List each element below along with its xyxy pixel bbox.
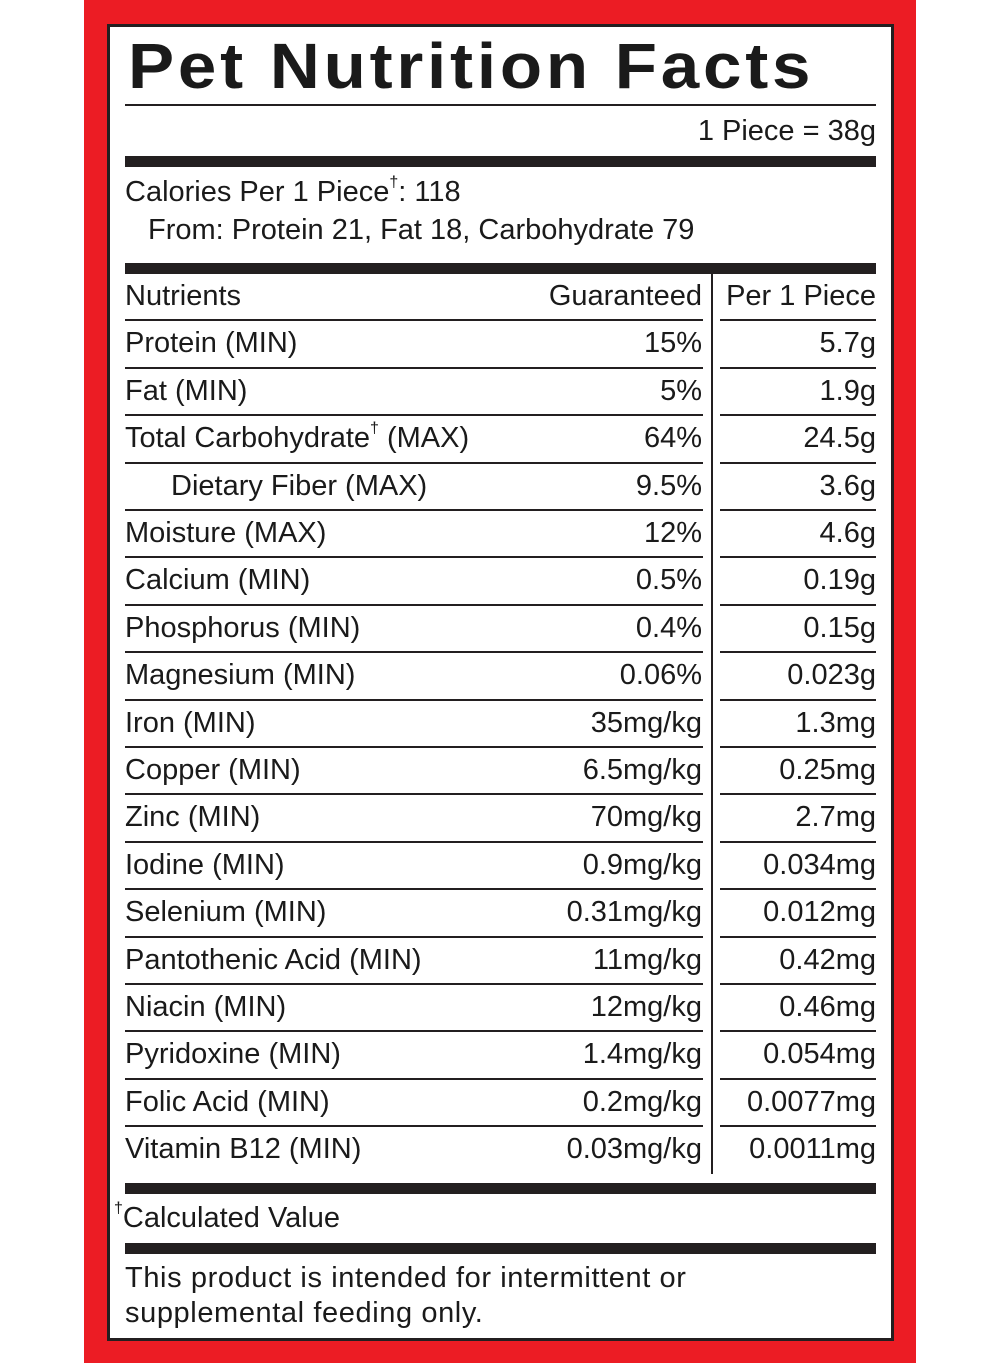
table-row [125,795,876,842]
table-row [125,748,876,795]
nutrient-name: Protein (MIN) [125,327,298,360]
guaranteed-value: 0.4% [635,611,702,644]
guaranteed-value: 12% [643,517,702,549]
header-nutrients: Nutrients [125,280,242,312]
table-row [125,1080,876,1127]
guaranteed-value: 35mg/kg [590,706,702,739]
table-row [125,843,876,890]
guaranteed-value: 1.4mg/kg [582,1038,702,1071]
guaranteed-value: 70mg/kg [590,801,702,834]
guaranteed-value: 0.2mg/kg [582,1085,702,1118]
nutrient-name: Copper (MIN) [125,754,301,786]
divider-thick [125,263,876,274]
guaranteed-value: 6.5mg/kg [582,754,702,786]
per-piece-value: 24.5g [803,422,876,455]
divider-thick [125,1243,876,1254]
table-row [125,1032,876,1079]
nutrient-name: Magnesium (MIN) [125,659,356,692]
per-piece-value: 0.19g [803,564,876,597]
table-row [125,985,876,1032]
calories-value: : 118 [398,176,461,208]
per-piece-value: 4.6g [819,517,876,549]
guaranteed-value: 11mg/kg [592,943,702,976]
dagger-mark: † [389,174,399,191]
guaranteed-value: 12mg/kg [590,991,702,1023]
table-header [125,274,876,321]
nutrient-name: Moisture (MAX) [125,517,327,549]
guaranteed-value: 0.9mg/kg [582,848,702,881]
per-piece-value: 0.034mg [763,848,876,881]
per-piece-value: 5.7g [819,327,876,360]
nutrient-name: Pantothenic Acid (MIN) [125,943,422,976]
table-row [125,511,876,558]
nutrient-name: Iron (MIN) [125,706,256,739]
nutrient-name: Total Carbohydrate† (MAX) [125,420,470,455]
guaranteed-value: 64% [643,422,702,455]
table-row [125,416,876,463]
divider-thick [125,1183,876,1194]
divider-thick [125,156,876,167]
nutrient-name: Calcium (MIN) [125,564,311,597]
nutrient-name: Dietary Fiber (MAX) [171,469,428,502]
per-piece-value: 3.6g [819,469,876,502]
table-row [125,938,876,985]
calories-from: From: Protein 21, Fat 18, Carbohydrate 79 [148,214,695,246]
footnote [114,1202,340,1235]
calories-label: Calories Per 1 Piece [125,176,390,208]
per-piece-value: 0.0077mg [747,1085,876,1118]
per-piece-value: 0.15g [803,611,876,644]
header-per-piece: Per 1 Piece [726,280,876,312]
nutrient-name: Iodine (MIN) [125,848,285,881]
nutrient-name: Niacin (MIN) [125,991,287,1023]
serving-size: 1 Piece = 38g [697,115,876,147]
divider [125,104,876,106]
guaranteed-value: 9.5% [635,469,702,502]
nutrient-name: Phosphorus (MIN) [125,611,361,644]
dagger-mark: † [114,1200,123,1217]
table-row [125,701,876,748]
nutrient-name: Vitamin B12 (MIN) [125,1133,362,1166]
disclaimer-line-2: supplemental feeding only. [125,1297,484,1329]
nutrient-name: Selenium (MIN) [125,896,327,929]
per-piece-value: 1.9g [819,374,876,407]
footnote-text: Calculated Value [122,1202,341,1234]
guaranteed-value: 0.31mg/kg [566,896,702,929]
nutrient-name: Fat (MIN) [125,374,248,407]
nutrient-name: Folic Acid (MIN) [125,1085,330,1118]
nutrient-name: Zinc (MIN) [125,801,261,834]
guaranteed-value: 0.03mg/kg [566,1133,702,1166]
calories-line [125,176,461,209]
table-row [125,321,876,368]
per-piece-value: 0.42mg [779,943,876,976]
per-piece-value: 0.0011mg [749,1133,876,1166]
table-row [125,653,876,700]
guaranteed-value: 0.06% [619,659,702,692]
guaranteed-value: 0.5% [635,564,702,597]
table-row [125,890,876,937]
nutrition-label [107,24,894,1341]
table-row [125,558,876,605]
disclaimer-line-1: This product is intended for intermittent or [125,1262,687,1294]
table-row [125,464,876,511]
guaranteed-value: 5% [660,374,702,407]
per-piece-value: 2.7mg [795,801,876,834]
per-piece-value: 0.46mg [779,991,876,1023]
table-row [125,369,876,416]
per-piece-value: 0.023g [787,659,876,692]
nutrient-name: Pyridoxine (MIN) [125,1038,341,1071]
table-row [125,606,876,653]
per-piece-value: 0.25mg [779,754,876,786]
guaranteed-value: 15% [643,327,702,360]
table-row [125,1127,876,1174]
per-piece-value: 0.012mg [763,896,876,929]
header-guaranteed: Guaranteed [548,280,702,312]
per-piece-value: 0.054mg [763,1038,876,1071]
per-piece-value: 1.3mg [795,706,876,739]
label-title: Pet Nutrition Facts [128,30,815,102]
